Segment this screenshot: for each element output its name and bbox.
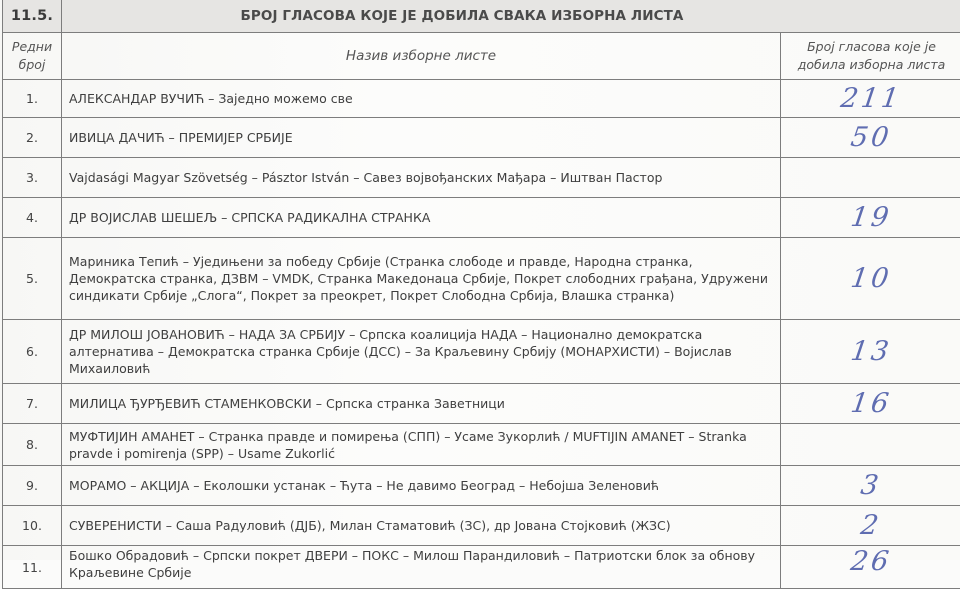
vote-count-table	[2, 0, 960, 589]
column-header-number-line1: Редни	[3, 38, 61, 56]
list-name: Мариника Тепић – Уједињени за победу Србије (Странка слободе и правде, Народна странка, Демократска странка, ДЗВМ – VMDK, Странка Македонаца Србије, Покрет слободних грађана, Удружени синдикати Србије „Слога“, Покрет за преокрет, Покрет Слободна Србија, Влашка странка)	[62, 238, 781, 320]
list-name: ДР МИЛОШ ЈОВАНОВИЋ – НАДА ЗА СРБИЈУ – Српска коалиција НАДА – Национално демократска алтернатива – Демократска странка Србије (ДСС) – За Краљевину Србију (МОНАРХИСТИ) – Војислав Михаиловић	[62, 320, 781, 384]
list-name: АЛЕКСАНДАР ВУЧИЋ – Заједно можемо све	[62, 80, 781, 118]
list-name: ДР ВОЈИСЛАВ ШЕШЕЉ – СРПСКА РАДИКАЛНА СТРАНКА	[62, 198, 781, 238]
column-header-votes	[781, 33, 960, 80]
row-number: 4.	[3, 198, 62, 238]
row-number: 8.	[3, 424, 62, 466]
column-header-list-name: Назив изборне листе	[62, 33, 781, 80]
list-name: ИВИЦА ДАЧИЋ – ПРЕМИЈЕР СРБИЈЕ	[62, 118, 781, 158]
table-row	[3, 158, 960, 198]
row-number: 6.	[3, 320, 62, 384]
handwritten-vote-count: 10	[849, 263, 904, 294]
table-row	[3, 118, 960, 158]
vote-count-cell[interactable]	[781, 546, 960, 589]
list-name: МОРАМО – АКЦИЈА – Еколошки устанак – Ћута – Не давимо Београд – Небојша Зеленовић	[62, 466, 781, 506]
list-name: МИЛИЦА ЂУРЂЕВИЋ СТАМЕНКОВСКИ – Српска странка Заветници	[62, 384, 781, 424]
table-row	[3, 320, 960, 384]
column-header-votes-line1: Број гласова које је	[781, 38, 960, 56]
vote-count-cell[interactable]	[781, 466, 960, 506]
vote-count-cell[interactable]	[781, 320, 960, 384]
vote-count-cell[interactable]	[781, 158, 960, 198]
column-header-number	[3, 33, 62, 80]
table-row	[3, 198, 960, 238]
vote-count-cell[interactable]	[781, 118, 960, 158]
row-number: 1.	[3, 80, 62, 118]
table-row	[3, 384, 960, 424]
section-title: БРОЈ ГЛАСОВА КОЈЕ ЈЕ ДОБИЛА СВАКА ИЗБОРНА ЛИСТА	[62, 0, 960, 33]
vote-count-cell[interactable]	[781, 384, 960, 424]
vote-count-cell[interactable]	[781, 238, 960, 320]
row-number: 10.	[3, 506, 62, 546]
row-number: 11.	[3, 546, 62, 589]
handwritten-vote-count: 2	[859, 510, 894, 541]
table-row	[3, 546, 960, 589]
handwritten-vote-count: 211	[839, 83, 914, 114]
table-row	[3, 466, 960, 506]
vote-count-cell[interactable]	[781, 80, 960, 118]
row-number: 2.	[3, 118, 62, 158]
vote-count-cell[interactable]	[781, 424, 960, 466]
table-row	[3, 506, 960, 546]
column-header-votes-line2: добила изборна листа	[781, 56, 960, 74]
vote-count-cell[interactable]	[781, 198, 960, 238]
handwritten-vote-count: 50	[849, 122, 904, 153]
list-name: Бошко Обрадовић – Српски покрет ДВЕРИ – ПОКС – Милош Парандиловић – Патриотски блок за обнову Краљевине Србије	[62, 546, 781, 589]
handwritten-vote-count: 13	[849, 336, 904, 367]
column-header-number-line2: број	[3, 56, 61, 74]
table-row	[3, 424, 960, 466]
handwritten-vote-count: 3	[859, 470, 894, 501]
list-name: Vajdasági Magyar Szövetség – Pásztor István – Савез војвођанских Мађара – Иштван Пастор	[62, 158, 781, 198]
handwritten-vote-count: 16	[849, 388, 904, 419]
list-name: МУФТИЈИН АМАНЕТ – Странка правде и помирења (СПП) – Усаме Зукорлић / MUFTIJIN AMANET – Stranka pravde i pomirenja (SPP) – Usame Zukorlić	[62, 424, 781, 466]
table-row	[3, 80, 960, 118]
vote-count-cell[interactable]	[781, 506, 960, 546]
list-name: СУВЕРЕНИСТИ – Саша Радуловић (ДЈБ), Милан Стаматовић (ЗС), др Јована Стојковић (ЖЗС)	[62, 506, 781, 546]
table-row	[3, 238, 960, 320]
handwritten-vote-count: 26	[849, 546, 904, 577]
row-number: 9.	[3, 466, 62, 506]
section-title-row	[3, 0, 960, 33]
handwritten-vote-count: 19	[849, 202, 904, 233]
column-header-row	[3, 33, 960, 80]
row-number: 5.	[3, 238, 62, 320]
section-number: 11.5.	[3, 0, 62, 33]
row-number: 7.	[3, 384, 62, 424]
row-number: 3.	[3, 158, 62, 198]
